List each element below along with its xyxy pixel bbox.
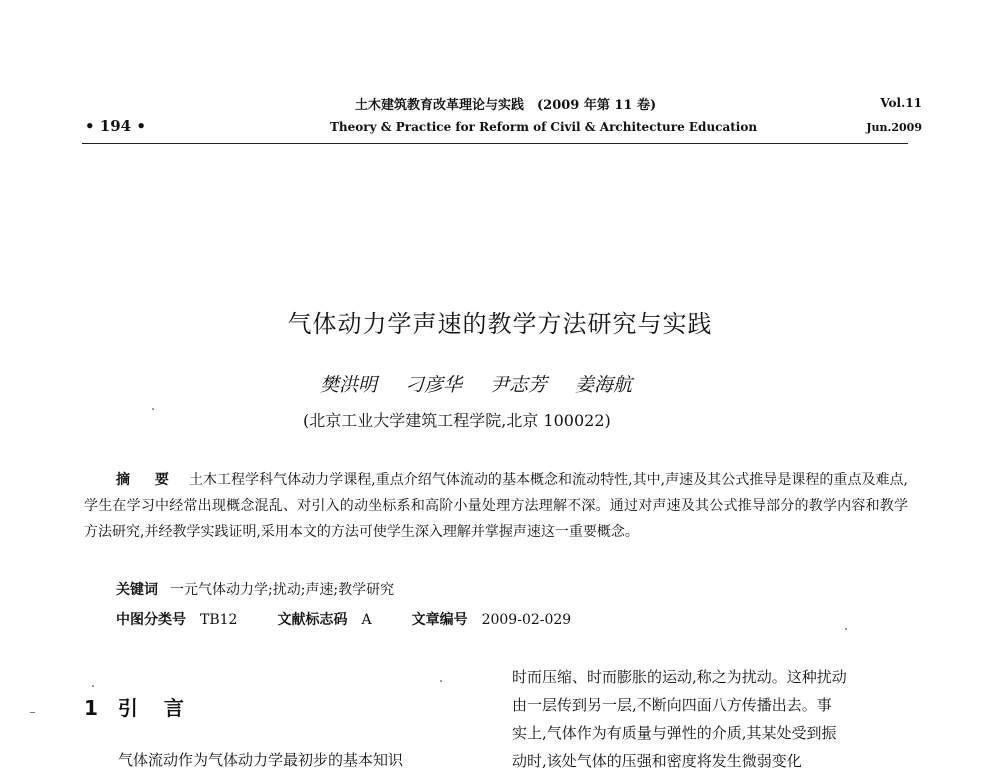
author-list <box>320 370 632 397</box>
right-column-line: 动时,该处气体的压强和密度将发生微弱变化 <box>512 752 802 770</box>
right-column-line: 实上,气体作为有质量与弹性的介质,其某处受到振 <box>512 724 837 742</box>
keywords-text: 一元气体动力学;扰动;声速;教学研究 <box>170 582 395 598</box>
abstract <box>84 467 908 545</box>
header-rule <box>82 143 908 144</box>
abstract-label: 摘 要 <box>116 472 179 488</box>
scan-speck <box>440 680 442 682</box>
article-title: 气体动力学声速的教学方法研究与实践 <box>287 310 713 338</box>
right-column-line: 时而压缩、时而膨胀的运动,称之为扰动。这种扰动 <box>512 668 847 686</box>
scan-speck <box>845 628 847 630</box>
volume-label: Vol.11 <box>880 96 922 110</box>
right-column-line: 由一层传到另一层,不断向四面八方传播出去。事 <box>512 696 832 714</box>
right-column <box>512 663 912 775</box>
journal-title-cn: 土木建筑教育改革理论与实践 (2009 年第 11 卷) <box>355 98 657 113</box>
author-name: 姜海航 <box>575 374 633 396</box>
scan-speck <box>30 712 35 713</box>
author-name: 尹志芳 <box>490 374 548 396</box>
section-heading <box>84 692 210 721</box>
keywords-label: 关键词 <box>116 582 158 598</box>
issue-date: Jun.2009 <box>866 121 922 134</box>
classification-line <box>116 609 571 629</box>
doc-code-value: A <box>361 612 372 628</box>
clc-label: 中图分类号 <box>116 612 186 628</box>
keywords <box>116 579 394 599</box>
article-id-label: 文章编号 <box>411 612 468 628</box>
left-column-text: 气体流动作为气体动力学最初步的基本知识 <box>118 751 404 769</box>
journal-title-en: Theory & Practice for Reform of Civil & Architecture Education <box>330 120 758 134</box>
author-name: 刁彦华 <box>405 374 463 396</box>
clc-value: TB12 <box>200 612 238 628</box>
article-id-value: 2009-02-029 <box>481 612 572 628</box>
abstract-text: 土木工程学科气体动力学课程,重点介绍气体流动的基本概念和流动特性,其中,声速及其公式推导是课程的重点及难点,学生在学习中经常出现概念混乱、对引入的动坐标系和高阶小量处理方法理解不深。通过对声速及其公式推导部分的教学内容和教学方法研究,并经教学实践证明,采用本文的方法可使学生深入理解并掌握声速这一重要概念。 <box>84 472 908 540</box>
section-title: 引言 <box>117 696 210 720</box>
affiliation: (北京工业大学建筑工程学院,北京 100022) <box>303 411 611 430</box>
doc-code-label: 文献标志码 <box>277 612 348 628</box>
page-number: • 194 • <box>85 117 146 135</box>
scan-speck <box>152 408 154 410</box>
scan-speck <box>92 685 94 687</box>
author-name: 樊洪明 <box>320 374 378 396</box>
section-number: 1 <box>84 696 98 720</box>
